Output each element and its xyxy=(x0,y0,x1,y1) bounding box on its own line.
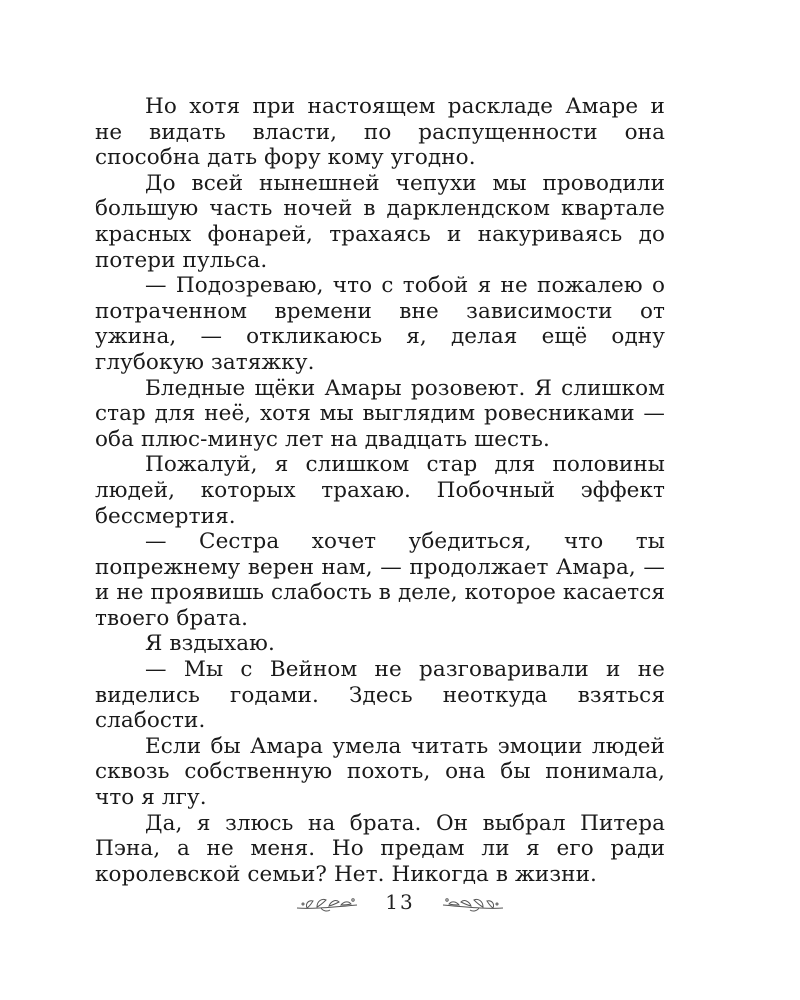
floral-ornament-icon xyxy=(295,891,359,913)
paragraph: Пожалуй, я слишком стар для половины людей, которых трахаю. Побочный эффект бессмертия. xyxy=(95,452,665,529)
page-number: 13 xyxy=(385,890,415,914)
paragraph: Да, я злюсь на брата. Он выбрал Питера Пэна, а не меня. Но предам ли я его ради королевской семьи? Нет. Никогда в жизни. xyxy=(95,810,665,887)
paragraph: Я вздыхаю. xyxy=(145,631,275,657)
book-page-text xyxy=(95,94,665,887)
floral-ornament-icon xyxy=(441,891,505,913)
paragraph: Бледные щёки Амары розовеют. Я слишком стар для неё, хотя мы выглядим ровесниками — оба плюс-минус лет на двадцать шесть. xyxy=(95,375,665,452)
page-footer xyxy=(0,890,800,914)
paragraph: До всей нынешней чепухи мы проводили большую часть ночей в дарклендском квартале красных фонарей, трахаясь и накуриваясь до потери пульса. xyxy=(95,170,665,273)
paragraph: Но хотя при настоящем раскладе Амаре и не видать власти, по распущенности она способна дать фору кому угодно. xyxy=(95,94,665,171)
paragraph: — Мы с Вейном не разговаривали и не виделись годами. Здесь неоткуда взяться слабости. xyxy=(95,657,665,734)
paragraph: — Подозреваю, что с тобой я не пожалею о потраченном времени вне зависимости от ужина, — откликаюсь я, делая ещё одну глубокую затяжку. xyxy=(95,273,665,375)
paragraph: Если бы Амара умела читать эмоции людей сквозь собственную похоть, она бы понимала, что я лгу. xyxy=(95,733,665,811)
paragraph: — Сестра хочет убедиться, что ты попрежнему верен нам, — продолжает Амара, — и не проявишь слабость в деле, которое касается твоего брата. xyxy=(95,529,665,631)
